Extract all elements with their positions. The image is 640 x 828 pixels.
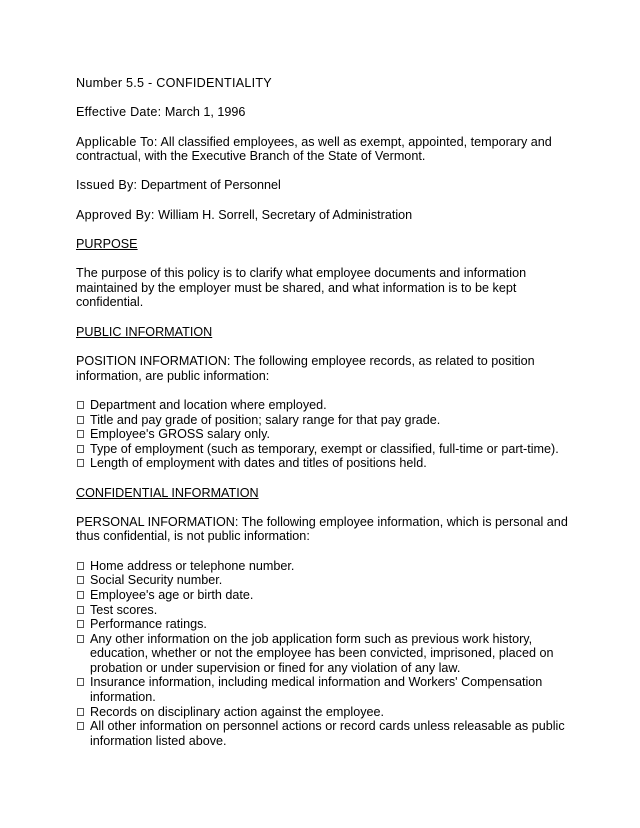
issued-by-label: Issued By: bbox=[76, 178, 138, 193]
checkbox-icon bbox=[77, 401, 84, 409]
list-item: Employee's GROSS salary only. bbox=[76, 427, 576, 442]
list-item: Insurance information, including medical information and Workers' Compensation information. bbox=[76, 675, 576, 704]
checkbox-icon bbox=[77, 445, 84, 453]
personal-information-intro: PERSONAL INFORMATION: The following employee information, which is personal and thus confidential, is not public information: bbox=[76, 514, 568, 544]
public-information-list bbox=[76, 398, 576, 471]
approved-by bbox=[76, 208, 576, 223]
checkbox-icon bbox=[77, 708, 84, 716]
list-item: Any other information on the job application form such as previous work history, education, whether or not the employee has been convicted, imprisoned, placed on probation or under supervision or fined for any violation of any law. bbox=[76, 632, 576, 676]
checkbox-icon bbox=[77, 722, 84, 730]
list-item: Performance ratings. bbox=[76, 617, 576, 632]
applicable-to bbox=[76, 135, 576, 164]
purpose-text: The purpose of this policy is to clarify what employee documents and information maintained by the employer must be shared, and what information is to be kept confidential. bbox=[76, 266, 527, 310]
checkbox-icon bbox=[77, 416, 84, 424]
checkbox-icon bbox=[77, 591, 84, 599]
purpose-heading: PURPOSE bbox=[76, 237, 138, 251]
checkbox-icon bbox=[77, 459, 84, 467]
issued-by bbox=[76, 178, 576, 193]
applicable-to-label: Applicable To: bbox=[76, 134, 158, 149]
checkbox-icon bbox=[77, 576, 84, 584]
public-information-heading: PUBLIC INFORMATION bbox=[76, 324, 213, 339]
effective-date bbox=[76, 105, 576, 120]
list-item: Length of employment with dates and titles of positions held. bbox=[76, 456, 576, 471]
position-information-intro: POSITION INFORMATION: The following employee records, as related to position information, are public information: bbox=[76, 354, 535, 383]
list-item: Records on disciplinary action against the employee. bbox=[76, 705, 576, 720]
checkbox-icon bbox=[77, 620, 84, 628]
checkbox-icon bbox=[77, 430, 84, 438]
confidential-information-heading: CONFIDENTIAL INFORMATION bbox=[76, 485, 259, 500]
checkbox-icon bbox=[77, 606, 84, 614]
approved-by-value: William H. Sorrell, Secretary of Administration bbox=[158, 207, 413, 222]
list-item: Test scores. bbox=[76, 603, 576, 618]
policy-document bbox=[76, 76, 576, 763]
approved-by-label: Approved By: bbox=[76, 207, 155, 222]
effective-date-label: Effective Date: bbox=[76, 105, 162, 120]
checkbox-icon bbox=[77, 635, 84, 643]
checkbox-icon bbox=[77, 678, 84, 686]
list-item: Type of employment (such as temporary, exempt or classified, full-time or part-time). bbox=[76, 442, 576, 457]
effective-date-value: March 1, 1996 bbox=[164, 105, 246, 120]
list-item: Home address or telephone number. bbox=[76, 559, 576, 574]
applicable-to-value: All classified employees, as well as exempt, appointed, temporary and contractual, with the Executive Branch of the State of Vermont. bbox=[76, 134, 552, 164]
list-item: Title and pay grade of position; salary range for that pay grade. bbox=[76, 413, 576, 428]
checkbox-icon bbox=[77, 562, 84, 570]
policy-number: Number 5.5 - CONFIDENTIALITY bbox=[76, 76, 272, 90]
list-item: Social Security number. bbox=[76, 573, 576, 588]
list-item: Employee's age or birth date. bbox=[76, 588, 576, 603]
list-item: All other information on personnel actions or record cards unless releasable as public information listed above. bbox=[76, 719, 576, 748]
list-item: Department and location where employed. bbox=[76, 398, 576, 413]
issued-by-value: Department of Personnel bbox=[140, 178, 281, 193]
confidential-information-list bbox=[76, 559, 576, 749]
